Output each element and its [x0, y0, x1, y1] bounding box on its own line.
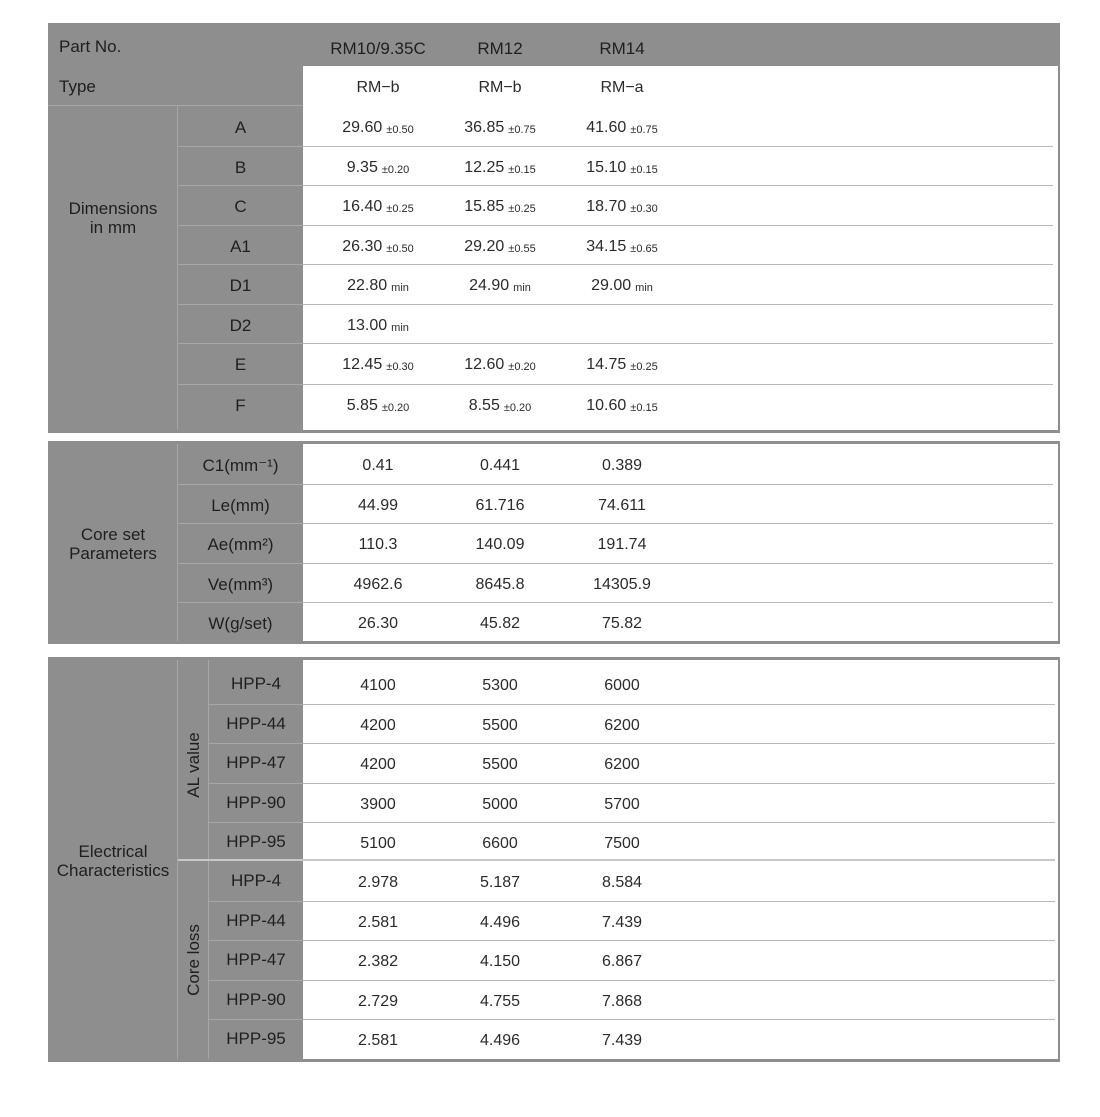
divider [178, 185, 303, 186]
loss-material-label: HPP-4 [230, 871, 282, 890]
dimension-value: 24.90 [469, 276, 510, 294]
dimension-value: 18.70 [586, 197, 627, 215]
dimension-label: E [234, 354, 247, 374]
al-value-cell: 5500 [482, 717, 518, 734]
divider [178, 146, 303, 147]
al-material-label: HPP-44 [226, 714, 286, 733]
divider [303, 563, 1053, 564]
divider [209, 743, 303, 744]
divider [303, 822, 1055, 823]
al-value-cell: 5700 [604, 796, 640, 813]
group-label-line: Electrical [78, 842, 148, 861]
divider [303, 343, 1053, 344]
divider [178, 343, 303, 344]
dimension-value: 9.35 [346, 158, 378, 176]
al-value-cell: 6000 [604, 677, 640, 694]
dimension-tolerance: ±0.65 [630, 242, 658, 255]
dimension-value: 12.60 [464, 355, 505, 373]
divider [209, 783, 303, 784]
dimension-cell [318, 306, 438, 345]
dimension-cell [562, 148, 682, 187]
divider [178, 523, 303, 524]
core-loss-cell: 4.496 [479, 1032, 521, 1049]
dimension-cell [440, 345, 560, 384]
divider [178, 563, 303, 564]
core-loss-text: Core loss [183, 924, 203, 996]
divider [209, 1019, 303, 1020]
group-label-line: Parameters [69, 544, 157, 563]
dimension-cell [440, 187, 560, 226]
divider [303, 225, 1053, 226]
dimension-value: 5.85 [346, 396, 378, 414]
al-value-cell: 4100 [360, 677, 396, 694]
al-material-label: HPP-90 [226, 793, 286, 812]
core-param-label: C1(mm⁻¹) [202, 456, 279, 475]
dimension-cell [562, 345, 682, 384]
dimension-tolerance: ±0.15 [630, 163, 658, 176]
divider [209, 940, 303, 941]
core-param-value: 8645.8 [475, 576, 525, 593]
dimension-cell [440, 148, 560, 187]
divider [209, 980, 303, 981]
al-material-label: HPP-95 [226, 832, 286, 851]
divider [303, 901, 1055, 902]
core-loss-cell: 4.150 [479, 953, 521, 970]
dimension-cell [440, 227, 560, 266]
dimension-value: 12.45 [342, 355, 383, 373]
type-col-2: RM−b [478, 79, 522, 96]
divider [303, 602, 1053, 603]
dimension-cell [440, 108, 560, 147]
core-param-value: 191.74 [597, 536, 647, 553]
core-param-label: Ae(mm²) [207, 535, 274, 554]
dimension-tolerance: ±0.15 [508, 163, 536, 176]
part-number-col-2: RM12 [477, 39, 523, 58]
divider [209, 901, 303, 902]
dimension-cell [318, 227, 438, 266]
core-param-value: 0.441 [479, 457, 521, 474]
core-loss-cell: 2.978 [357, 874, 399, 891]
al-material-label: HPP-4 [230, 674, 282, 693]
dimension-cell [562, 386, 682, 425]
dimension-tolerance: ±0.20 [503, 401, 532, 414]
part-number-col-3: RM14 [599, 39, 645, 58]
dimension-tolerance: ±0.30 [386, 360, 414, 373]
core-loss-cell: 8.584 [601, 874, 643, 891]
divider [303, 704, 1055, 705]
al-value-cell: 3900 [360, 796, 396, 813]
al-value-cell: 6200 [604, 756, 640, 773]
divider [178, 384, 303, 385]
electrical-group-label [48, 841, 178, 881]
dimension-value: 22.80 [347, 276, 388, 294]
core-loss-cell: 4.755 [479, 993, 521, 1010]
core-param-value: 0.41 [362, 457, 394, 474]
group-label-line: Characteristics [56, 861, 170, 880]
al-value-text: AL value [183, 732, 203, 798]
core-param-value: 45.82 [479, 615, 521, 632]
dimension-tolerance: min [391, 321, 409, 334]
al-value-cell: 5300 [482, 677, 518, 694]
core-param-value: 0.389 [601, 457, 643, 474]
dimension-cell [318, 187, 438, 226]
dimension-cell [562, 266, 682, 305]
type-col-3: RM−a [600, 79, 644, 96]
dimension-tolerance: ±0.25 [630, 360, 658, 373]
al-material-label: HPP-47 [226, 753, 286, 772]
core-param-label: Ve(mm³) [207, 575, 274, 594]
dimension-value: 15.10 [586, 158, 627, 176]
dimension-tolerance: ±0.15 [630, 401, 658, 414]
al-value-cell: 5000 [482, 796, 518, 813]
core-param-label: W(g/set) [208, 614, 273, 633]
dimension-value: 26.30 [342, 237, 383, 255]
al-value-cell: 4200 [360, 717, 396, 734]
dimension-label: F [235, 395, 246, 415]
dimension-cell [440, 266, 560, 305]
dimension-tolerance: ±0.25 [508, 202, 536, 215]
dimension-label: C [234, 196, 247, 216]
divider [303, 523, 1053, 524]
dimension-value: 16.40 [342, 197, 383, 215]
dimension-label: D2 [229, 315, 252, 335]
divider [178, 264, 303, 265]
al-value-cell: 4200 [360, 756, 396, 773]
dimension-cell [562, 227, 682, 266]
group-label-line: Dimensions [68, 199, 158, 218]
dimension-tolerance: min [391, 281, 409, 294]
dimension-value: 41.60 [586, 118, 627, 136]
dimension-tolerance: ±0.55 [508, 242, 536, 255]
core-loss-cell: 7.439 [601, 914, 643, 931]
core-param-value: 14305.9 [593, 576, 651, 593]
dimension-tolerance: ±0.25 [386, 202, 414, 215]
core-param-label: Le(mm) [211, 496, 270, 515]
core-loss-cell: 2.581 [357, 914, 399, 931]
core-set-group-label [48, 524, 178, 564]
dimension-value: 13.00 [347, 316, 388, 334]
divider [178, 304, 303, 305]
group-label-line: Core set [80, 525, 146, 544]
loss-material-label: HPP-90 [226, 990, 286, 1009]
core-loss-label [178, 895, 209, 1025]
type-label: Type [59, 77, 96, 96]
divider [303, 264, 1053, 265]
dimension-tolerance: min [513, 281, 531, 294]
divider [209, 704, 303, 705]
group-label-line: in mm [89, 218, 137, 237]
dimension-cell [318, 386, 438, 425]
dimension-label: A1 [230, 236, 251, 256]
core-param-value: 74.611 [598, 497, 646, 514]
core-loss-cell: 4.496 [479, 914, 521, 931]
divider [178, 602, 303, 603]
dimension-label: A [234, 117, 247, 137]
dimension-value: 29.60 [342, 118, 383, 136]
loss-material-label: HPP-95 [226, 1029, 286, 1048]
dimension-cell [318, 345, 438, 384]
dimension-value: 36.85 [464, 118, 505, 136]
part-no-label: Part No. [59, 37, 122, 56]
dimension-value: 34.15 [586, 237, 627, 255]
dimension-value: 10.60 [586, 396, 627, 414]
divider [303, 484, 1053, 485]
core-param-value: 61.716 [475, 497, 525, 514]
dimension-value: 15.85 [464, 197, 505, 215]
dimension-label: D1 [229, 275, 252, 295]
dimension-cell [318, 108, 438, 147]
dimension-cell [440, 306, 560, 345]
core-loss-cell: 7.868 [601, 993, 643, 1010]
type-col-1: RM−b [356, 79, 400, 96]
core-loss-cell: 2.382 [357, 953, 399, 970]
al-value-label [178, 700, 209, 830]
divider [303, 940, 1055, 941]
dimension-cell [562, 187, 682, 226]
divider [303, 743, 1055, 744]
loss-material-label: HPP-44 [226, 911, 286, 930]
core-loss-cell: 6.867 [601, 953, 643, 970]
dimension-cell [562, 306, 682, 345]
dimension-label: B [234, 157, 247, 177]
dimension-tolerance: ±0.20 [381, 401, 410, 414]
divider [209, 822, 303, 823]
core-loss-cell: 2.729 [357, 993, 399, 1010]
al-value-cell: 5500 [482, 756, 518, 773]
core-loss-cell: 2.581 [357, 1032, 399, 1049]
dimension-tolerance: ±0.50 [386, 242, 414, 255]
loss-material-label: HPP-47 [226, 950, 286, 969]
core-param-value: 75.82 [601, 615, 643, 632]
divider [178, 484, 303, 485]
dimension-tolerance: ±0.50 [386, 123, 414, 136]
al-value-cell: 5100 [360, 835, 396, 852]
al-value-cell: 7500 [604, 835, 640, 852]
dimension-cell [440, 386, 560, 425]
dimension-value: 12.25 [464, 158, 505, 176]
core-param-value: 110.3 [358, 536, 398, 553]
al-value-cell: 6200 [604, 717, 640, 734]
dimension-cell [318, 148, 438, 187]
core-loss-cell: 5.187 [479, 874, 521, 891]
part-number-col-1: RM10/9.35C [330, 39, 426, 58]
divider [303, 185, 1053, 186]
divider [303, 980, 1055, 981]
core-param-value: 4962.6 [353, 576, 403, 593]
dimension-value: 14.75 [586, 355, 627, 373]
dimension-tolerance: ±0.75 [508, 123, 536, 136]
divider [303, 146, 1053, 147]
divider [178, 225, 303, 226]
dimension-cell [562, 108, 682, 147]
al-value-cell: 6600 [482, 835, 518, 852]
dimension-cell [318, 266, 438, 305]
divider [303, 1019, 1055, 1020]
dimension-tolerance: ±0.20 [508, 360, 536, 373]
dimension-value: 29.00 [591, 276, 632, 294]
divider [303, 384, 1053, 385]
dimension-tolerance: min [635, 281, 653, 294]
core-param-value: 26.30 [357, 615, 399, 632]
dimension-value: 8.55 [468, 396, 500, 414]
dimension-value: 29.20 [464, 237, 505, 255]
core-param-value: 44.99 [357, 497, 399, 514]
dimension-tolerance: ±0.30 [630, 202, 658, 215]
dimension-tolerance: ±0.20 [381, 163, 410, 176]
core-loss-cell: 7.439 [601, 1032, 643, 1049]
dimensions-group-label [48, 198, 178, 238]
divider [48, 105, 303, 106]
divider [303, 783, 1055, 784]
divider [303, 304, 1053, 305]
core-param-value: 140.09 [475, 536, 525, 553]
dimension-tolerance: ±0.75 [630, 123, 658, 136]
